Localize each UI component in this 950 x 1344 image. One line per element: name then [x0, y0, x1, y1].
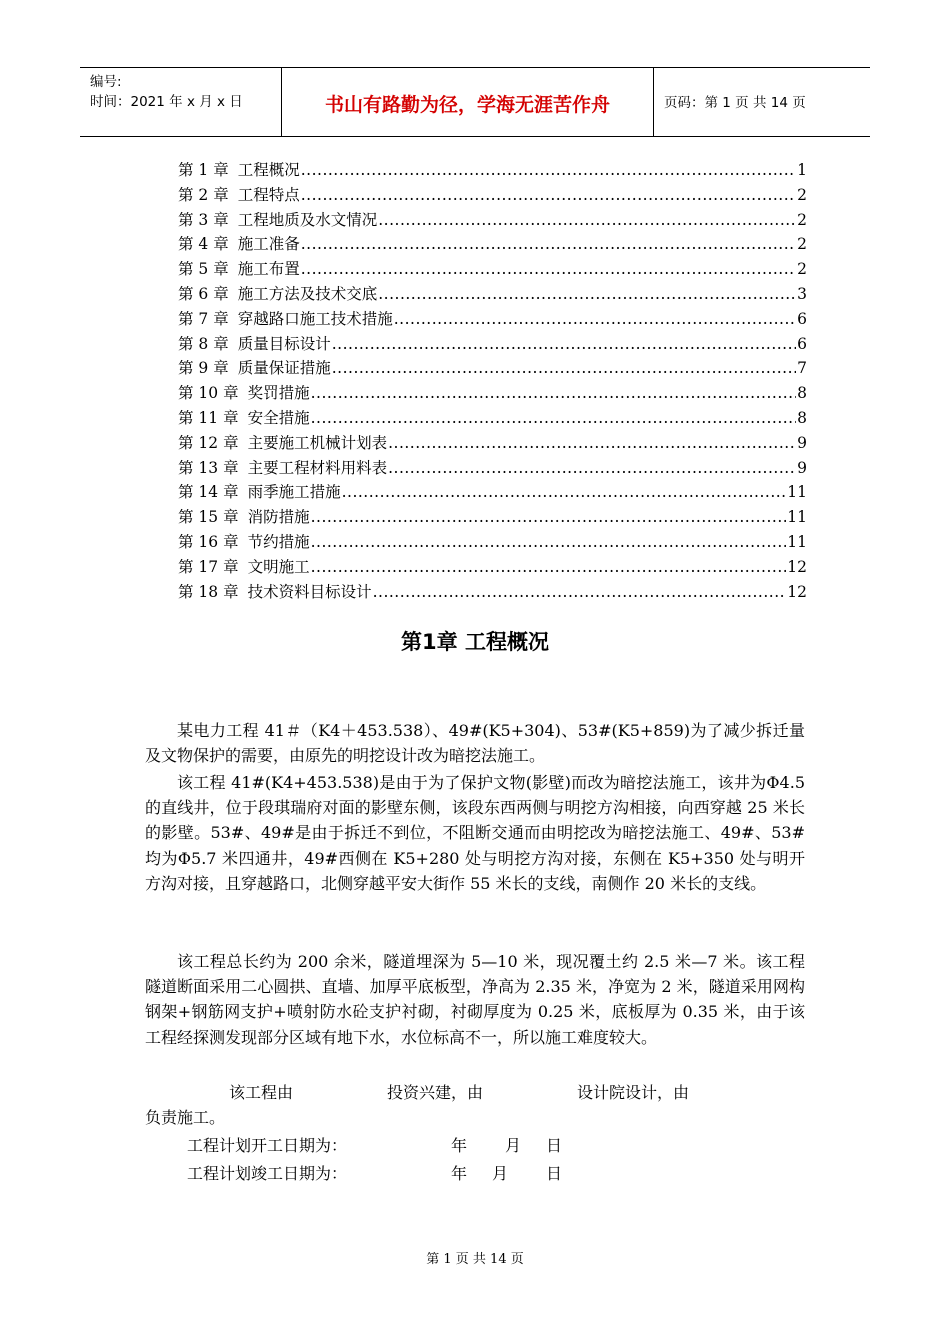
toc-page-number: 8 [797, 408, 807, 427]
toc-entry[interactable] [178, 530, 807, 555]
toc-page-number: 2 [797, 235, 807, 254]
end-date-label: 工程计划竣工日期为： [187, 1164, 348, 1183]
toc-entry[interactable] [178, 555, 807, 580]
toc-page-number: 9 [797, 458, 807, 477]
toc-chapter-title: 工程概况 [237, 161, 300, 179]
toc-page-number: 11 [787, 508, 807, 527]
toc-entry[interactable] [178, 580, 807, 605]
toc-chapter-number: 第 13 章 [178, 458, 239, 477]
toc-leader-dots [311, 384, 797, 402]
toc-chapter-title: 技术资料目标设计 [247, 582, 372, 601]
toc-leader-dots [301, 186, 796, 204]
toc-chapter-number: 第 15 章 [178, 508, 239, 527]
toc-leader-dots [388, 434, 796, 452]
toc-leader-dots [332, 359, 796, 377]
toc-chapter-title: 施工准备 [237, 235, 300, 254]
toc-chapter-number: 第 7 章 [178, 309, 229, 328]
toc-leader-dots [311, 558, 787, 576]
toc-entry[interactable] [178, 232, 807, 257]
toc-chapter-number: 第 9 章 [178, 359, 229, 378]
toc-leader-dots [311, 508, 787, 526]
toc-page-number: 7 [797, 359, 807, 378]
header-page-info: 页码：第 1 页 共 14 页 [664, 95, 806, 111]
toc-chapter-number: 第 6 章 [178, 284, 229, 303]
toc-chapter-title: 文明施工 [247, 557, 310, 576]
toc-chapter-number: 第 1 章 [178, 161, 229, 179]
toc-entry[interactable] [178, 183, 807, 208]
toc-page-number: 8 [797, 384, 807, 403]
document-time-label: 时间：2021 年 x 月 x 日 [90, 94, 243, 110]
builder-text-part4: 负责施工。 [145, 1108, 226, 1127]
toc-leader-dots [311, 409, 797, 427]
toc-chapter-number: 第 16 章 [178, 532, 239, 551]
toc-entry[interactable] [178, 257, 807, 282]
toc-chapter-title: 工程特点 [237, 185, 300, 204]
toc-chapter-number: 第 12 章 [178, 433, 239, 452]
toc-page-number: 9 [797, 433, 807, 452]
toc-entry[interactable] [178, 158, 807, 183]
paragraph-intro: 某电力工程 41＃（K4＋453.538）、49#(K5+304)、53#(K5+859)为了减少拆迁量及文物保护的需要，由原先的明挖设计改为暗挖法施工。 [145, 721, 805, 766]
toc-leader-dots [388, 459, 796, 477]
toc-chapter-number: 第 3 章 [178, 210, 229, 229]
toc-leader-dots [373, 583, 787, 601]
toc-entry[interactable] [178, 332, 807, 357]
toc-entry[interactable] [178, 431, 807, 456]
toc-leader-dots [394, 310, 796, 328]
end-date-month: 月 [492, 1164, 509, 1183]
table-of-contents [178, 158, 807, 604]
toc-entry[interactable] [178, 480, 807, 505]
end-date-day: 日 [546, 1164, 563, 1183]
toc-leader-dots [342, 483, 787, 501]
toc-chapter-title: 安全措施 [247, 408, 310, 427]
toc-page-number: 6 [797, 334, 807, 353]
toc-chapter-title: 主要施工机械计划表 [247, 433, 388, 452]
toc-chapter-number: 第 10 章 [178, 384, 239, 403]
toc-chapter-number: 第 2 章 [178, 185, 229, 204]
toc-chapter-number: 第 17 章 [178, 557, 239, 576]
toc-page-number: 3 [797, 284, 807, 303]
header-motto: 书山有路勤为径，学海无涯苦作舟 [282, 68, 654, 136]
toc-chapter-number: 第 4 章 [178, 235, 229, 254]
start-date-month: 月 [505, 1136, 522, 1155]
toc-page-number: 2 [797, 260, 807, 279]
toc-chapter-number: 第 18 章 [178, 582, 239, 601]
toc-chapter-title: 雨季施工措施 [247, 483, 341, 502]
toc-chapter-title: 施工方法及技术交底 [237, 284, 378, 303]
toc-chapter-title: 主要工程材料用料表 [247, 458, 388, 477]
toc-leader-dots [378, 285, 796, 303]
toc-page-number: 11 [787, 483, 807, 502]
toc-chapter-title: 节约措施 [247, 532, 310, 551]
toc-page-number: 2 [797, 210, 807, 229]
toc-leader-dots [378, 211, 796, 229]
toc-entry[interactable] [178, 282, 807, 307]
toc-chapter-number: 第 5 章 [178, 260, 229, 279]
toc-page-number: 1 [797, 161, 807, 179]
toc-entry[interactable] [178, 456, 807, 481]
toc-page-number: 12 [787, 557, 807, 576]
paragraph-tunnel: 该工程总长约为 200 余米，隧道埋深为 5—10 米，现况覆土约 2.5 米—7 米。该工程隧道断面采用二心圆拱、直墙、加厚平底板型，净高为 2.35 米，净宽为 2 米，隧道采用网构钢架+钢筋网支护+喷射防水砼支护衬砌，衬砌厚度为 0.25 米，底板厚为 0.35 米，由于该工程经探测发现部分区域有地下水，水位标高不一，所以施工难度较大。 [145, 952, 805, 1047]
toc-chapter-title: 消防措施 [247, 508, 310, 527]
end-date-year: 年 [451, 1164, 468, 1183]
toc-leader-dots [311, 533, 787, 551]
page-header [80, 67, 870, 137]
toc-chapter-title: 奖罚措施 [247, 384, 310, 403]
toc-page-number: 12 [787, 582, 807, 601]
toc-entry[interactable] [178, 505, 807, 530]
toc-chapter-number: 第 8 章 [178, 334, 229, 353]
toc-leader-dots [301, 235, 796, 253]
builder-text-part3: 设计院设计，由 [577, 1083, 690, 1102]
toc-chapter-title: 施工布置 [237, 260, 300, 279]
toc-entry[interactable] [178, 208, 807, 233]
builder-text-part2: 投资兴建，由 [387, 1083, 484, 1102]
start-date-day: 日 [546, 1136, 563, 1155]
toc-page-number: 11 [787, 532, 807, 551]
toc-leader-dots [301, 260, 796, 278]
start-date-label: 工程计划开工日期为： [187, 1136, 348, 1155]
toc-entry[interactable] [178, 356, 807, 381]
paragraph-shafts: 该工程 41#(K4+453.538)是由于为了保护文物(影壁)而改为暗挖法施工，该井为Φ4.5 的直线井，位于段琪瑞府对面的影壁东侧，该段东西两侧与明挖方沟相接，向西穿越 25 米长的影壁。53#、49#是由于拆迁不到位，不阻断交通而由明挖改为暗挖法施工、49#、53#均为Φ5.7 米四通井，49#西侧在 K5+280 处与明挖方沟对接，东侧在 K5+350 处与明开方沟对接，且穿越路口，北侧穿越平安大街作 55 米长的支线，南侧作 20 米长的支线。 [145, 773, 805, 893]
toc-leader-dots [301, 161, 796, 179]
header-left-cell [80, 68, 282, 136]
toc-entry[interactable] [178, 307, 807, 332]
toc-page-number: 6 [797, 309, 807, 328]
document-number-label: 编号: [90, 74, 122, 90]
chapter-heading: 第1章 工程概况 [401, 630, 549, 654]
start-date-year: 年 [451, 1136, 468, 1155]
builder-text-part1: 该工程由 [229, 1083, 294, 1102]
toc-chapter-title: 质量保证措施 [237, 359, 331, 378]
toc-chapter-number: 第 11 章 [178, 408, 239, 427]
page-footer: 第 1 页 共 14 页 [426, 1252, 524, 1267]
toc-chapter-title: 质量目标设计 [237, 334, 331, 353]
toc-leader-dots [332, 335, 796, 353]
toc-chapter-title: 穿越路口施工技术措施 [237, 309, 393, 328]
toc-entry[interactable] [178, 381, 807, 406]
toc-chapter-title: 工程地质及水文情况 [237, 210, 378, 229]
toc-chapter-number: 第 14 章 [178, 483, 239, 502]
toc-page-number: 2 [797, 185, 807, 204]
toc-entry[interactable] [178, 406, 807, 431]
